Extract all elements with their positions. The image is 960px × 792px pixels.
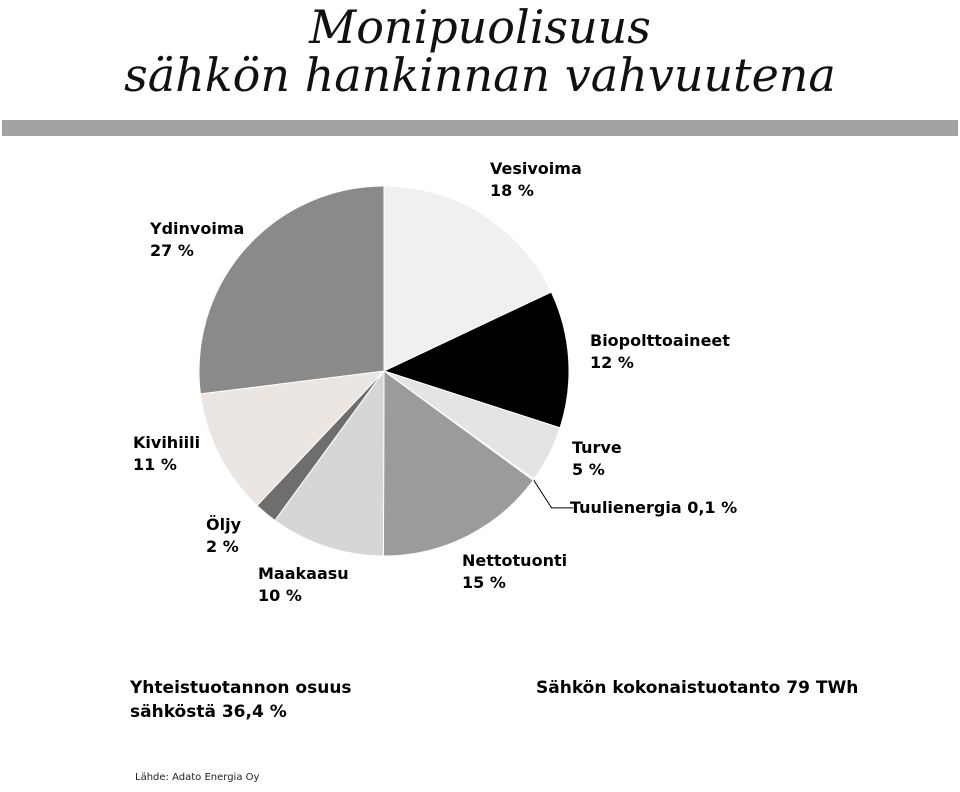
source-note: Lähde: Adato Energia Oy (135, 772, 260, 783)
label-oljy-name: Öljy (206, 515, 241, 534)
label-tuulienergia (570, 497, 737, 519)
label-ydinvoima (150, 218, 244, 262)
leader-line-3 (534, 480, 574, 508)
cogeneration-share-line-1: Yhteistuotannon osuus (130, 678, 352, 698)
page-title-line-2: sähkön hankinnan vahvuutena (124, 48, 836, 102)
label-biopolttoaineet-name: Biopolttoaineet (590, 331, 730, 350)
page-title-line-1: Monipuolisuus (309, 0, 651, 54)
total-production: Sähkön kokonaistuotanto 79 TWh (536, 678, 859, 698)
label-biopolttoaineet-value: 12 % (590, 353, 634, 372)
label-maakaasu-value: 10 % (258, 586, 302, 605)
label-nettotuonti (462, 550, 567, 594)
label-ydinvoima-value: 27 % (150, 241, 194, 260)
label-oljy-value: 2 % (206, 537, 239, 556)
label-turve-name: Turve (572, 438, 622, 457)
label-vesivoima-name: Vesivoima (490, 159, 582, 178)
label-turve-value: 5 % (572, 460, 605, 479)
label-maakaasu-name: Maakaasu (258, 564, 349, 583)
label-vesivoima-value: 18 % (490, 181, 534, 200)
label-turve (572, 437, 622, 481)
label-kivihiili (133, 432, 200, 476)
label-kivihiili-name: Kivihiili (133, 433, 201, 452)
cogeneration-share-line-2: sähköstä 36,4 % (130, 702, 287, 722)
label-ydinvoima-name: Ydinvoima (150, 219, 245, 238)
label-tuulienergia-name: Tuulienergia 0,1 % (570, 498, 738, 517)
label-nettotuonti-value: 15 % (462, 573, 506, 592)
label-kivihiili-value: 11 % (133, 455, 177, 474)
label-vesivoima (490, 158, 582, 202)
label-oljy (206, 514, 241, 558)
label-biopolttoaineet (590, 330, 730, 374)
cogeneration-share (130, 676, 352, 724)
label-nettotuonti-name: Nettotuonti (462, 551, 568, 570)
label-maakaasu (258, 563, 349, 607)
